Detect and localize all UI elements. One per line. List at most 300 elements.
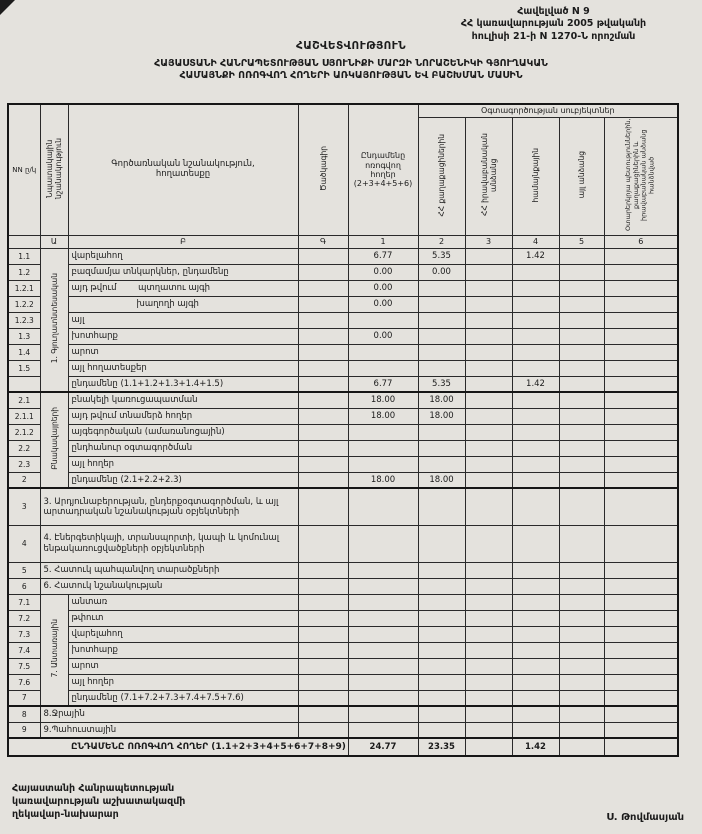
value-cell [465,562,512,578]
value-cell [348,525,418,562]
row-number: 1.3 [8,328,40,344]
value-cell [559,440,604,456]
value-cell [418,706,465,722]
value-cell [604,392,678,408]
value-cell [418,642,465,658]
value-cell [465,738,512,756]
value-cell [348,674,418,690]
value-cell [512,626,559,642]
table-row [8,706,678,722]
table-row [8,392,678,408]
row-number: 1.2.2 [8,296,40,312]
value-cell [298,440,348,456]
land-type-label: ընդամենը (1.1+1.2+1.3+1.4+1.5) [68,376,298,392]
value-cell [418,280,465,296]
table-row [8,424,678,440]
value-cell [604,642,678,658]
table-row [8,738,678,756]
value-cell [604,296,678,312]
row-number: 1.4 [8,344,40,360]
value-cell [559,722,604,738]
value-cell: 5.35 [418,248,465,264]
value-cell: 23.35 [418,738,465,756]
report-subtitle-line2: ՀԱՄԱՅՆՔԻ ՈՌՈԳՎՈՂ ՀՈՂԵՐԻ ԱՌԿԱՅՈՒԹՅԱՆ ԵՎ ԲԱՇԽՄԱՆ ՄԱՍԻՆ [179,70,523,82]
value-cell [512,328,559,344]
column-letter: Ա [40,235,68,248]
value-cell [418,690,465,706]
column-letter: Գ [298,235,348,248]
value-cell [298,706,348,722]
value-cell [465,296,512,312]
value-cell [512,594,559,610]
value-cell [298,658,348,674]
value-cell [559,488,604,525]
value-cell [512,392,559,408]
category-group-cell [40,594,68,706]
col-header-citizens [418,117,465,235]
col-header-citizens-text: ՀՀ քաղաքացիներին [437,133,446,217]
letters-row [8,235,678,248]
value-cell [298,408,348,424]
value-cell: 0.00 [348,328,418,344]
value-cell [465,472,512,488]
value-cell [465,424,512,440]
appendix-note [411,6,696,43]
value-cell: 5.35 [418,376,465,392]
value-cell [559,376,604,392]
value-cell [512,722,559,738]
value-cell [348,610,418,626]
row-number: 1.2 [8,264,40,280]
value-cell [465,578,512,594]
value-cell [604,594,678,610]
column-letter: 1 [348,235,418,248]
value-cell [418,296,465,312]
value-cell: 24.77 [348,738,418,756]
value-cell [559,738,604,756]
row-number: 1.2.1 [8,280,40,296]
value-cell [298,578,348,594]
value-cell: 6.77 [348,248,418,264]
value-cell [604,344,678,360]
value-cell [512,525,559,562]
value-cell [465,626,512,642]
col-header-total-irrigated [348,104,418,235]
value-cell [512,344,559,360]
row-number: 2.3 [8,456,40,472]
category-group-label: 1. Գյուղատնտեսական [49,272,59,363]
table-row [8,440,678,456]
value-cell [512,610,559,626]
row-number: 2.1.2 [8,424,40,440]
table-row [8,562,678,578]
col-header-legal-entities [465,117,512,235]
land-type-label: վարելահող [68,626,298,642]
value-cell [465,248,512,264]
land-type-label: 5. Հատուկ պահպանվող տարածքների [40,562,298,578]
value-cell [465,456,512,472]
value-cell [298,344,348,360]
value-cell [604,440,678,456]
value-cell [604,360,678,376]
row-number: 7 [8,690,40,706]
value-cell: 0.00 [348,296,418,312]
table-row [8,296,678,312]
table-row [8,312,678,328]
value-cell [604,525,678,562]
value-cell [465,280,512,296]
value-cell [348,578,418,594]
row-number: 7.3 [8,626,40,642]
value-cell [512,424,559,440]
appendix-note-line1: Հավելված N 9 [517,6,590,17]
signatory-block [12,783,185,821]
col-header-purpose [40,104,68,235]
table-row [8,248,678,264]
col-header-other [559,117,604,235]
value-cell [512,578,559,594]
report-subtitle-line1: ՀԱՅԱՍՏԱՆԻ ՀԱՆՐԱՊԵՏՈՒԹՅԱՆ ՍՅՈՒՆԻՔԻ ՄԱՐԶԻ ՆՈՐԱՇԵՆԻԿԻ ԳՅՈՒՂԱԿԱՆ [154,58,548,69]
value-cell [604,658,678,674]
value-cell [604,408,678,424]
land-type-label: խաղողի այգի [68,296,298,312]
value-cell [559,674,604,690]
value-cell [465,594,512,610]
value-cell [604,488,678,525]
column-letter: 3 [465,235,512,248]
table-row [8,626,678,642]
value-cell [512,674,559,690]
value-cell: 18.00 [348,472,418,488]
category-group-label: 7. Անտառային [49,618,59,677]
col-header-legal-text: ՀՀ իրավաբանական անձանց [479,133,498,217]
row-number: 2.1.1 [8,408,40,424]
value-cell [348,360,418,376]
value-cell [348,658,418,674]
value-cell [512,456,559,472]
table-row [8,264,678,280]
value-cell [512,312,559,328]
value-cell [298,594,348,610]
value-cell [298,642,348,658]
land-type-label: այլ հողեր [68,674,298,690]
land-type-label: այդ թվում պտղատու այգի [68,280,298,296]
value-cell [465,642,512,658]
table-row [8,280,678,296]
land-type-label: այլ հողեր [68,456,298,472]
row-number: 5 [8,562,40,578]
value-cell [465,312,512,328]
value-cell [465,690,512,706]
column-letter: Բ [68,235,298,248]
col-header-community [512,117,559,235]
value-cell [512,690,559,706]
value-cell [418,456,465,472]
value-cell [348,706,418,722]
row-number: 2.1 [8,392,40,408]
table-row [8,525,678,562]
value-cell [348,424,418,440]
value-cell [512,642,559,658]
value-cell [604,312,678,328]
value-cell [298,610,348,626]
value-cell [604,456,678,472]
land-type-label: խոտհարք [68,328,298,344]
land-type-label: 4. Էներգետիկայի, տրանսպորտի, կապի և կոմունալ ենթակառուցվածքների օբյեկտների [40,525,298,562]
land-type-label: ընդամենը (7.1+7.2+7.3+7.4+7.5+7.6) [68,690,298,706]
signatory-line2: կառավարության աշխատակազմի [12,795,186,807]
value-cell [298,722,348,738]
table-body [8,248,678,756]
row-number [8,376,40,392]
value-cell [604,264,678,280]
value-cell [298,360,348,376]
value-cell [465,525,512,562]
col-header-nn-text: NN ը/կ [12,166,37,175]
value-cell [418,562,465,578]
value-cell [604,690,678,706]
value-cell: 18.00 [418,392,465,408]
table-row [8,488,678,525]
value-cell [418,626,465,642]
value-cell [559,642,604,658]
col-header-subjects-text: Օգտագործության սուբյեկտներ [480,106,615,116]
irrigated-land-table [7,103,679,757]
value-cell [512,280,559,296]
value-cell [418,578,465,594]
value-cell: 1.42 [512,376,559,392]
value-cell [559,296,604,312]
value-cell [348,690,418,706]
value-cell [559,408,604,424]
value-cell [559,578,604,594]
land-type-label: 6. Հատուկ նշանակության [40,578,298,594]
col-header-functional-text: Գործառնական նշանակություն, հողատեսքը [111,158,255,179]
value-cell [465,722,512,738]
value-cell [418,594,465,610]
col-header-foreign-text: Օտարերկրյա պետություններին, քաղաքացիներին և իրավաբանական անձանց հանձնված [624,118,656,232]
value-cell [512,488,559,525]
value-cell [559,328,604,344]
report-title: ՀԱՇՎԵՏՎՈՒԹՅՈՒՆ [295,40,407,52]
value-cell [604,562,678,578]
value-cell [348,642,418,658]
value-cell [559,312,604,328]
value-cell [512,472,559,488]
column-letter: 6 [604,235,678,248]
col-header-foreign [604,117,678,235]
land-type-label: արոտ [68,344,298,360]
row-number: 1.2.3 [8,312,40,328]
value-cell [559,562,604,578]
col-header-community-text: համայնքային [531,147,540,203]
value-cell [348,626,418,642]
value-cell [348,722,418,738]
value-cell [465,440,512,456]
value-cell [559,280,604,296]
land-type-label: վարելահող [68,248,298,264]
value-cell [604,610,678,626]
value-cell [418,440,465,456]
value-cell [418,360,465,376]
scan-corner-artifact [0,0,15,15]
col-header-purpose-text: Նպատակային նշանակություն [45,138,63,200]
value-cell [559,525,604,562]
value-cell: 18.00 [418,472,465,488]
value-cell [348,562,418,578]
value-cell [465,488,512,525]
row-number: 2.2 [8,440,40,456]
value-cell [604,738,678,756]
value-cell [512,264,559,280]
value-cell [418,328,465,344]
value-cell [418,610,465,626]
appendix-note-line3: հուլիսի 21-ի N 1270-Ն որոշման [471,30,636,42]
land-type-label: անտառ [68,594,298,610]
value-cell [348,312,418,328]
value-cell [465,610,512,626]
row-number: 1.1 [8,248,40,264]
row-number: 6 [8,578,40,594]
table-row [8,674,678,690]
value-cell [512,562,559,578]
col-header-subjects-group [418,104,678,117]
value-cell [298,525,348,562]
value-cell [604,578,678,594]
value-cell: 1.42 [512,248,559,264]
value-cell [298,264,348,280]
value-cell [418,674,465,690]
land-type-label: 3. Արդյունաբերության, ընդերքօգտագործման, և այլ արտադրական նշանակության օբյեկտների [40,488,298,525]
land-type-label: 8.Ջրային [40,706,298,722]
value-cell [604,722,678,738]
value-cell [604,424,678,440]
value-cell [604,328,678,344]
value-cell [465,360,512,376]
column-letter: 4 [512,235,559,248]
value-cell [298,562,348,578]
value-cell [559,360,604,376]
row-number: 7.1 [8,594,40,610]
value-cell [559,706,604,722]
row-number: 7.2 [8,610,40,626]
value-cell [298,392,348,408]
col-header-total-text: Ընդամենը ոռոգվող հողեր (2+3+4+5+6) [353,151,413,188]
table-row [8,642,678,658]
land-type-label: ընդհանուր օգտագործման [68,440,298,456]
row-number: 7.5 [8,658,40,674]
table-row [8,408,678,424]
col-header-code [298,104,348,235]
land-type-label: այլ [68,312,298,328]
value-cell [418,525,465,562]
value-cell [465,674,512,690]
value-cell [512,440,559,456]
row-number: 8 [8,706,40,722]
category-group-cell [40,248,68,392]
value-cell [604,626,678,642]
signatory-line1: Հայաստանի Հանրապետության [12,783,175,794]
value-cell [559,248,604,264]
table-row [8,328,678,344]
value-cell [348,440,418,456]
value-cell [298,674,348,690]
value-cell [348,594,418,610]
value-cell [604,280,678,296]
value-cell: 6.77 [348,376,418,392]
value-cell: 0.00 [348,264,418,280]
row-number: 2 [8,472,40,488]
column-letter: 2 [418,235,465,248]
value-cell [418,424,465,440]
value-cell: 18.00 [348,408,418,424]
value-cell [348,344,418,360]
value-cell [298,328,348,344]
table-row [8,594,678,610]
row-number: 7.6 [8,674,40,690]
value-cell: 18.00 [418,408,465,424]
land-type-label: արոտ [68,658,298,674]
signature-name: Ս. Թովմասյան [606,812,684,823]
appendix-note-line2: ՀՀ կառավարության 2005 թվականի [460,18,647,30]
value-cell [559,424,604,440]
table-row [8,578,678,594]
category-group-cell [40,392,68,488]
report-title-block [0,40,702,83]
table-row [8,658,678,674]
land-type-label: բազմամյա տնկարկներ, ընդամենը [68,264,298,280]
value-cell [418,312,465,328]
value-cell [512,296,559,312]
value-cell [418,344,465,360]
value-cell [298,472,348,488]
value-cell: 0.00 [418,264,465,280]
value-cell [418,488,465,525]
table-row [8,690,678,706]
col-header-other-text: այլ անձանց [577,151,586,199]
value-cell [559,610,604,626]
value-cell [604,706,678,722]
value-cell [559,264,604,280]
value-cell [559,626,604,642]
value-cell [604,376,678,392]
value-cell [298,488,348,525]
value-cell [298,312,348,328]
column-letter [8,235,40,248]
row-number: 4 [8,525,40,562]
table-row [8,360,678,376]
value-cell [465,328,512,344]
land-type-label: այգեգործական (ամառանոցային) [68,424,298,440]
row-number: 3 [8,488,40,525]
value-cell [559,472,604,488]
column-letter: 5 [559,235,604,248]
col-header-nn [8,104,40,235]
value-cell: 0.00 [348,280,418,296]
land-type-label: ընդամենը (2.1+2.2+2.3) [68,472,298,488]
grand-total-label: ԸՆԴԱՄԵՆԸ ՈՌՈԳՎՈՂ ՀՈՂԵՐ (1.1+2+3+4+5+6+7+8+9) [8,738,348,756]
value-cell [604,248,678,264]
value-cell: 1.42 [512,738,559,756]
value-cell [559,690,604,706]
value-cell [559,594,604,610]
signatory-line3: ղեկավար-նախարար [12,808,119,820]
row-number: 7.4 [8,642,40,658]
value-cell [465,706,512,722]
value-cell [418,722,465,738]
value-cell [604,472,678,488]
col-header-code-text: Ծածկագիր [318,146,328,192]
